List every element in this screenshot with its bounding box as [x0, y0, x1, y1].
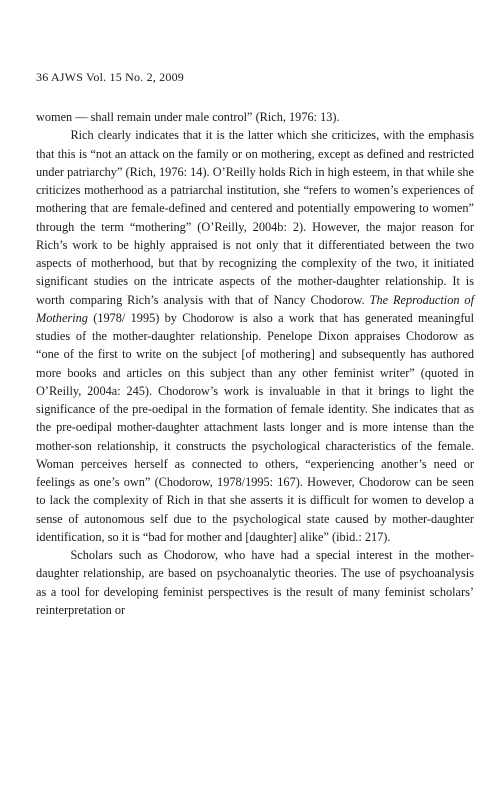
body-text — [36, 108, 474, 619]
paragraph-2-text-after: (1978/ 1995) by Chodorow is also a work that has generated meaningful studies of the mother-daughter relationship. Penelope Dixon appraises Chodorow as “one of the first to write on the subject [of mothering] and subsequently has authored more books and articles on this subject than any other feminist writer” (quoted in O’Reilly, 2004a: 245). Chodorow’s work is invaluable in that it brings to light the significance of the pre-oedipal in the formation of female identity. She indicates that as the pre-oedipal mother-daughter attachment lasts longer and is more intense than the mother-son relationship, it constructs the psychological characteristics of the female. Woman perceives herself as connected to others, “experiencing another’s need or feelings as one’s own” (Chodorow, 1978/1995: 167). However, Chodorow can be seen to lack the complexity of Rich in that she asserts it is difficult for women to develop a sense of autonomous self due to the psychological state caused by mother-daughter identification, so it is “bad for mother and [daughter] alike” (ibid.: 217). — [36, 310, 474, 544]
paragraph-1: women — shall remain under male control” (Rich, 1976: 13). — [36, 110, 340, 124]
book-title: The Reproduction of Mothering — [36, 292, 474, 325]
paragraph-3: Scholars such as Chodorow, who have had a special interest in the mother-daughter relationship, are based on psychoanalytic theories. The use of psychoanalysis as a tool for developing feminist perspectives is the result of many feminist scholars’ reinterpretation or — [36, 548, 474, 617]
paragraph-2 — [36, 126, 474, 546]
running-head: 36 AJWS Vol. 15 No. 2, 2009 — [36, 70, 184, 84]
paragraph-2-text-before: Rich clearly indicates that it is the latter which she criticizes, with the emphasis that this is “not an attack on the family or on mothering, except as defined and restricted under patriarchy” (Rich, 1976: 14). O’Reilly holds Rich in high esteem, in that while she criticizes motherhood as a patriarchal institution, she “refers to women’s experiences of mothering that are female-defined and centered and potentially empowering to women” through the term “mothering” (O’Reilly, 2004b: 2). However, the major reason for Rich’s work to be highly appraised is not only that it differentiated between the two aspects of motherhood, but that by recognizing the complexity of the two, it initiated significant studies on the intricate aspects of the mother-daughter relationship. It is worth comparing Rich’s analysis with that of Nancy Chodorow. — [36, 128, 474, 307]
